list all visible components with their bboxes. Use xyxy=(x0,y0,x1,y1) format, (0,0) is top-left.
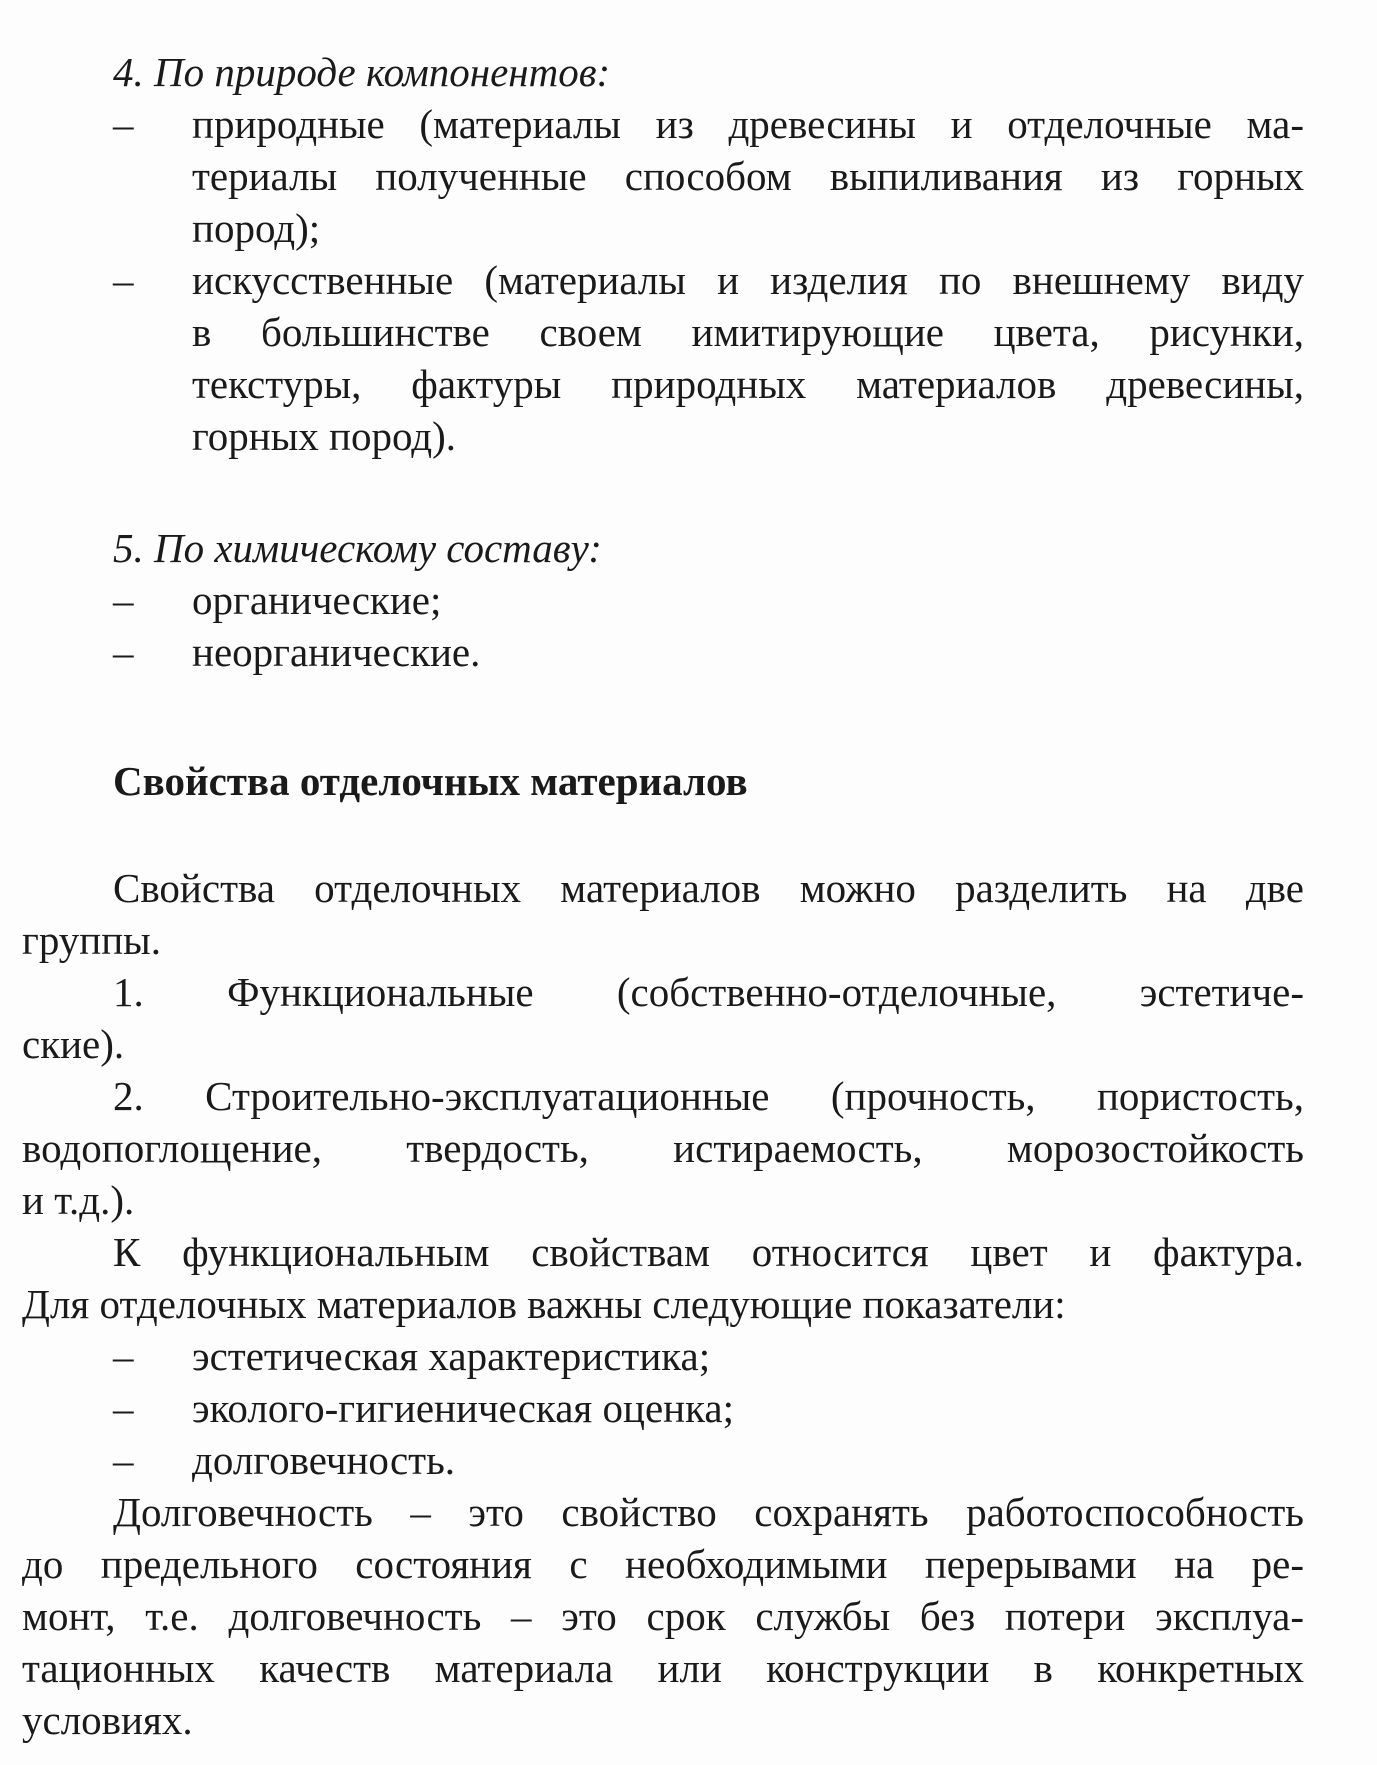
list-item-text: горных пород). xyxy=(192,413,457,459)
paragraph-line: тационных качеств материала или конструкции в конкретных xyxy=(22,1645,1304,1691)
list-item-text: в большинстве своем имитирующие цвета, рисунки, xyxy=(192,309,1304,355)
paragraph-line: группы. xyxy=(22,917,161,963)
list-item-text: искусственные (материалы и изделия по внешнему виду xyxy=(192,257,1304,303)
list-dash: – xyxy=(113,577,134,623)
list-item-text: пород); xyxy=(192,205,321,251)
list-item-text: эстетическая характеристика; xyxy=(192,1333,711,1379)
paragraph-line: Долговечность – это свойство сохранять работоспособность xyxy=(113,1489,1304,1535)
list-dash: – xyxy=(113,1385,134,1431)
paragraph-line: и т.д.). xyxy=(22,1177,135,1223)
list-item-text: долговечность. xyxy=(192,1437,456,1483)
paragraph-line: Для отделочных материалов важны следующие показатели: xyxy=(22,1281,1066,1327)
list-item-text: неорганические. xyxy=(192,629,481,675)
list-item-text: эколого-гигиеническая оценка; xyxy=(192,1385,735,1431)
list-dash: – xyxy=(113,1437,134,1483)
section-4-title: 4. По природе компонентов: xyxy=(113,49,611,95)
paragraph-line: Свойства отделочных материалов можно разделить на две xyxy=(113,865,1304,911)
list-dash: – xyxy=(113,257,134,303)
list-item-text: природные (материалы из древесины и отделочные ма- xyxy=(192,101,1304,147)
section-heading: Свойства отделочных материалов xyxy=(113,758,748,804)
list-dash: – xyxy=(113,629,134,675)
paragraph-line: до предельного состояния с необходимыми перерывами на ре- xyxy=(22,1541,1304,1587)
paragraph-line: монт, т.е. долговечность – это срок службы без потери эксплуа- xyxy=(22,1593,1304,1639)
paragraph-line: водопоглощение, твердость, истираемость, морозостойкость xyxy=(22,1125,1304,1171)
paragraph-line: 2. Строительно-эксплуатационные (прочность, пористость, xyxy=(113,1073,1304,1119)
paragraph-line: ские). xyxy=(22,1021,125,1067)
list-dash: – xyxy=(113,1333,134,1379)
paragraph-line: условиях. xyxy=(22,1697,193,1743)
list-dash: – xyxy=(113,101,134,147)
list-item-text: органические; xyxy=(192,577,442,623)
paragraph-line: К функциональным свойствам относится цвет и фактура. xyxy=(113,1229,1304,1275)
section-5-title: 5. По химическому составу: xyxy=(113,525,602,571)
paragraph-line: 1. Функциональные (собственно-отделочные, эстетиче- xyxy=(113,969,1304,1015)
list-item-text: териалы полученные способом выпиливания из горных xyxy=(192,153,1304,199)
list-item-text: текстуры, фактуры природных материалов древесины, xyxy=(192,361,1304,407)
